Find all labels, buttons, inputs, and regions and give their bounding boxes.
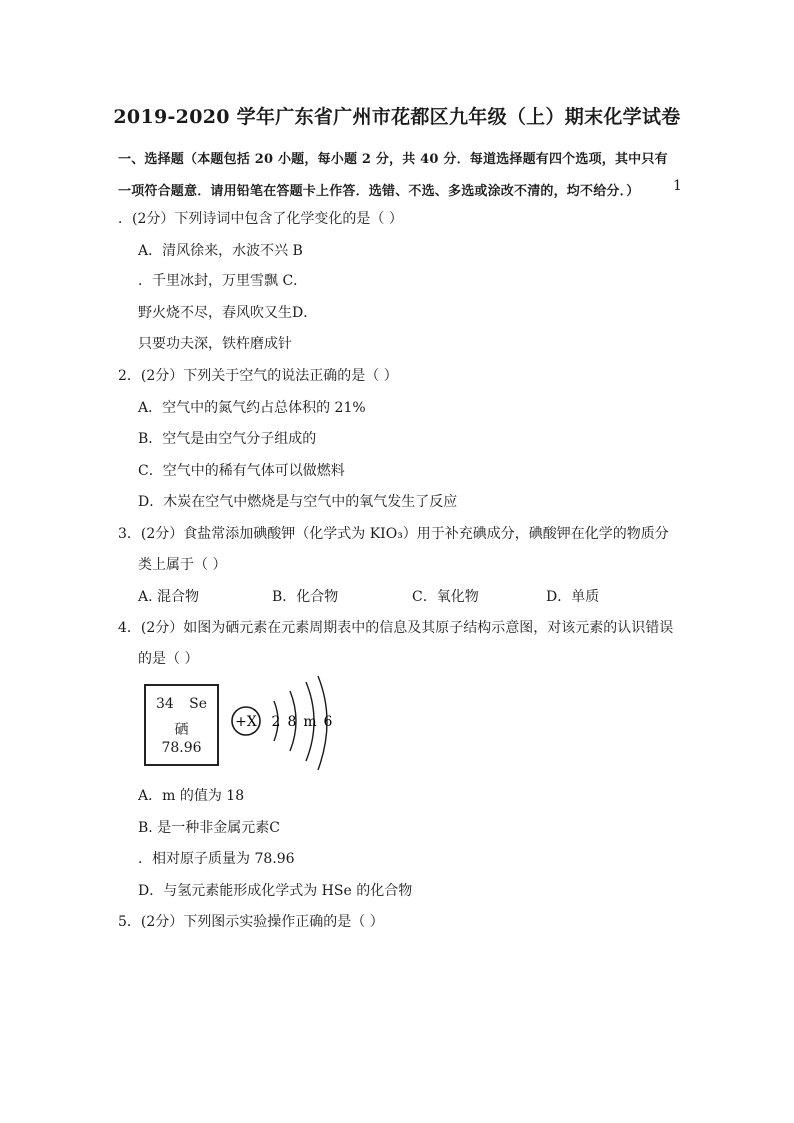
periodic-table-cell (144, 684, 219, 766)
question-number-1: 1 (673, 178, 682, 194)
shell-electrons-1: 2 (271, 714, 281, 730)
shell-electrons-2: 8 (287, 714, 297, 730)
shell-electrons-3: m (303, 714, 317, 730)
question-3-option-c: C．氧化物 (412, 589, 479, 605)
question-3-stem-line2: 类上属于（ ） (138, 557, 227, 573)
question-1-option-line4: 只要功夫深，铁杵磨成针 (138, 336, 292, 352)
question-2-option-b: B．空气是由空气分子组成的 (138, 431, 317, 447)
element-name: 硒 (174, 722, 189, 738)
question-2-option-c: C．空气中的稀有气体可以做燃料 (138, 463, 345, 479)
exam-title: 2019-2020 学年广东省广州市花都区九年级（上）期末化学试卷 (113, 106, 681, 128)
question-1-option-line1: A．清风徐来，水波不兴 B (138, 243, 303, 259)
question-4-stem-line2: 的是（ ） (138, 651, 199, 667)
question-1-option-line2: ．千里冰封，万里雪飘 C． (138, 273, 308, 289)
element-symbol: Se (189, 696, 207, 712)
question-4-option-c: ．相对原子质量为 78.96 (138, 851, 295, 867)
question-4-stem-line1: 4．(2分）如图为硒元素在元素周期表中的信息及其原子结构示意图，对该元素的认识错误 (118, 620, 674, 636)
question-1-option-line3: 野火烧不尽，春风吹又生D． (138, 305, 318, 321)
atomic-number: 34 (156, 696, 174, 712)
section-instructions-line2: 一项符合题意．请用铅笔在答题卡上作答．选错、不选、多选或涂改不清的，均不给分．） (118, 184, 640, 199)
nucleus-charge: +X (235, 714, 257, 730)
question-5-stem: 5．(2分）下列图示实验操作正确的是（ ） (118, 914, 384, 930)
question-4-option-a: A．m 的值为 18 (138, 788, 245, 804)
question-3-option-b: B．化合物 (272, 589, 339, 605)
section-instructions-line1: 一、选择题（本题包括 20 小题，每小题 2 分，共 40 分．每道选择题有四个选项，其中只有 (118, 152, 668, 167)
atomic-structure-diagram (226, 674, 336, 778)
question-3-options-row (0, 586, 794, 606)
question-3-option-a: A. 混合物 (138, 589, 200, 605)
shell-electrons-4: 6 (323, 714, 333, 730)
atomic-mass: 78.96 (161, 740, 202, 756)
question-1-stem: ．(2分）下列诗词中包含了化学变化的是（ ） (118, 211, 403, 227)
question-3-stem-line1: 3．(2分）食盐常添加碘酸钾（化学式为 KIO₃）用于补充碘成分，碘酸钾在化学的物质分 (118, 526, 669, 542)
question-4-option-d: D．与氢元素能形成化学式为 HSe 的化合物 (138, 883, 413, 899)
question-2-option-a: A．空气中的氮气约占总体积的 21% (138, 400, 366, 416)
question-2-option-d: D．木炭在空气中燃烧是与空气中的氧气发生了反应 (138, 494, 458, 510)
question-3-option-d: D．单质 (546, 589, 600, 605)
question-4-option-b: B. 是一种非金属元素C (138, 820, 280, 836)
question-2-stem: 2．(2分）下列关于空气的说法正确的是（ ） (118, 368, 398, 384)
